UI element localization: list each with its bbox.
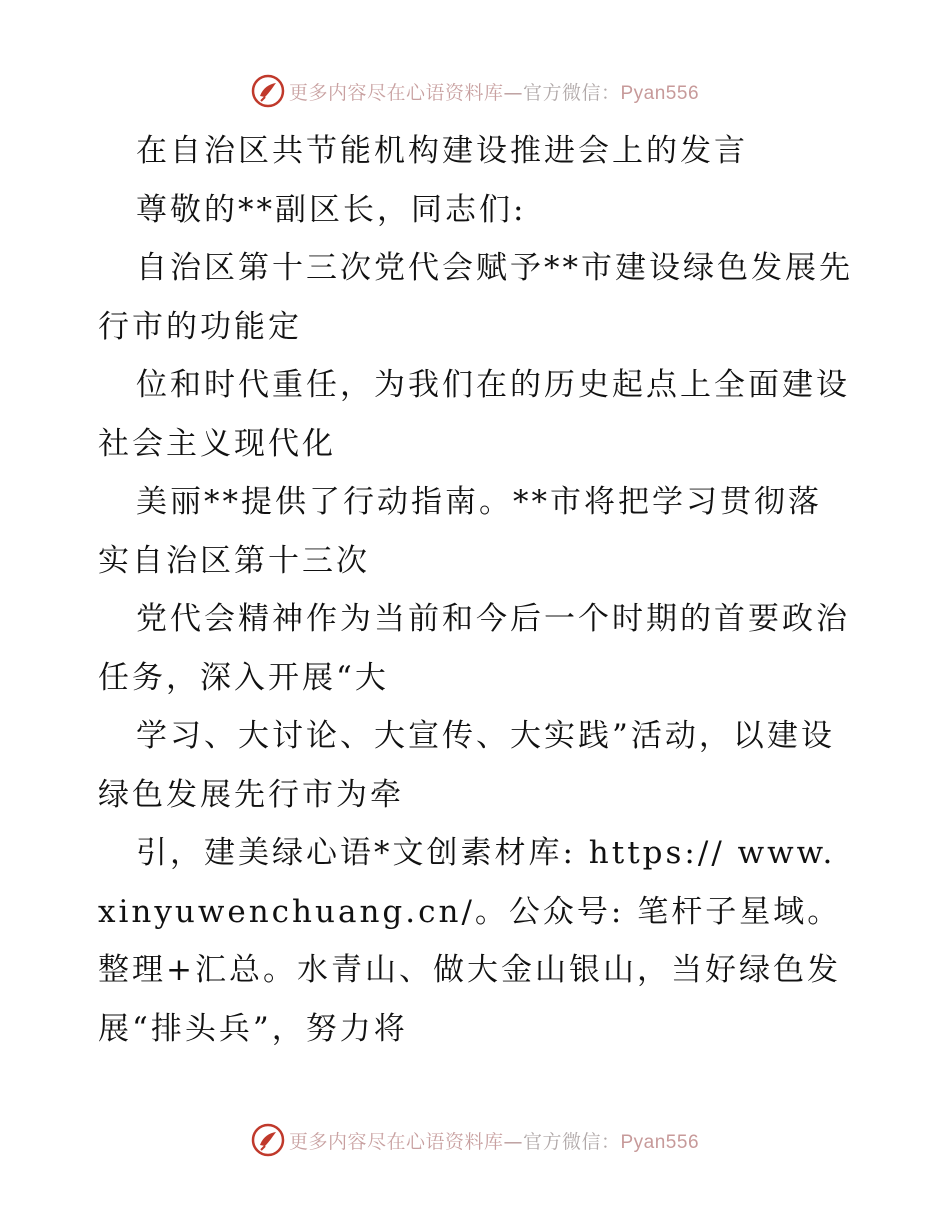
header-banner	[0, 71, 950, 111]
banner-wechat-label: 官方微信：	[522, 81, 621, 104]
banner-main-text: 更多内容尽在心语资料库	[288, 1130, 504, 1153]
paragraph-salutation: 尊敬的**副区长，同志们:	[136, 191, 527, 228]
banner-wechat-label: 官方微信：	[522, 1130, 621, 1153]
banner-main-text: 更多内容尽在心语资料库	[288, 81, 504, 104]
banner-text	[289, 78, 699, 105]
banner-wechat-id: Pyan556	[620, 82, 700, 104]
banner-dash: —	[503, 81, 523, 104]
paragraph-4: 党代会精神作为当前和今后一个时期的首要政治任务，深入开展“大	[98, 601, 850, 696]
paragraph-2: 位和时代重任，为我们在的历史起点上全面建设社会主义现代化	[98, 367, 850, 462]
banner-dash: —	[503, 1130, 523, 1153]
footer-banner	[0, 1120, 950, 1160]
paragraph-6-part1: 引，建美绿心语*文创素材库: https:// www.xinyuwenchuang.cn/。	[98, 835, 836, 930]
paragraph-6-part2: 公众号: 笔杆子星域。整理+汇总。水青山、做大金山银山，当好绿色发展“排头兵”，努力将	[98, 893, 842, 1047]
banner-wechat-id: Pyan556	[620, 1131, 700, 1153]
paragraph-3: 美丽**提供了行动指南。**市将把学习贯彻落实自治区第十三次	[98, 484, 822, 579]
paragraph-1: 自治区第十三次党代会赋予**市建设绿色发展先行市的功能定	[98, 250, 853, 345]
banner-text	[289, 1127, 699, 1154]
xinyu-logo-icon	[251, 74, 285, 108]
paragraph-6	[98, 824, 854, 1058]
paragraph-5: 学习、大讨论、大宣传、大实践”活动，以建设绿色发展先行市为牵	[98, 718, 835, 813]
xinyu-logo-icon	[251, 1123, 285, 1157]
paragraph-title: 在自治区共节能机构建设推进会上的发言	[136, 133, 748, 169]
document-body	[98, 122, 854, 1058]
